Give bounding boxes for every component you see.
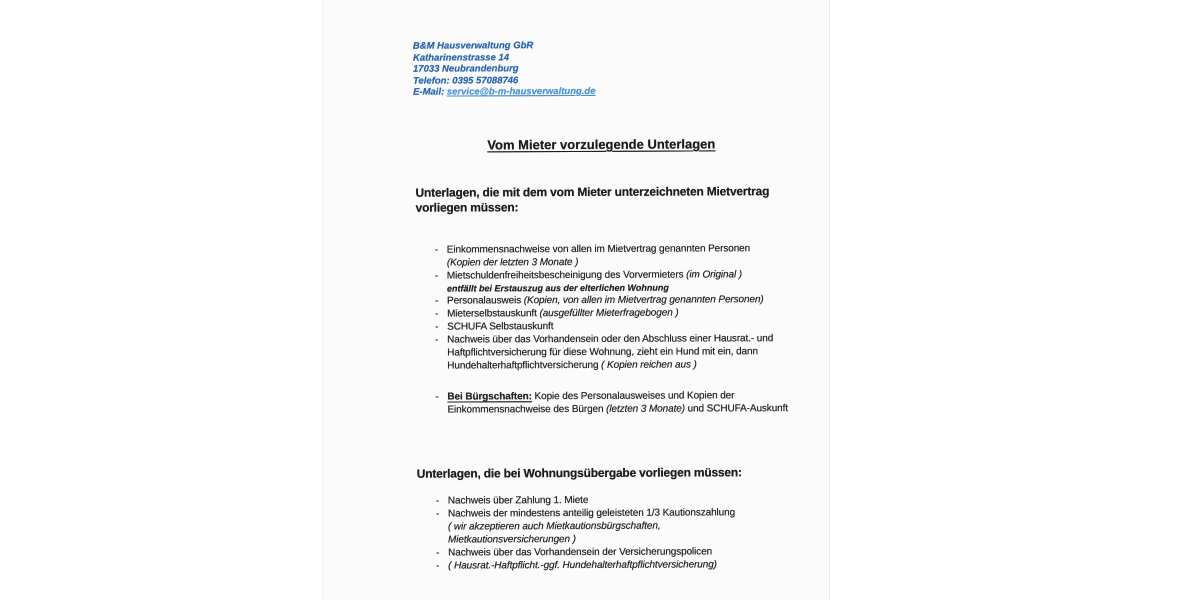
section1-heading — [415, 184, 769, 216]
item-text: Mietschuldenfreiheitsbescheinigung des Vorvermieters — [446, 269, 687, 282]
item-text: Nachweis über Zahlung 1. Miete — [447, 494, 589, 507]
letterhead-email-line — [413, 86, 595, 98]
item-text: Personalausweis — [446, 295, 524, 307]
letterhead — [413, 40, 596, 98]
item-italic: ( Kopien reichen aus ) — [601, 359, 697, 371]
item-text: Nachweis über das Vorhandensein oder den Abschluss einer Hausrat.- und Haftpflichtversicherung für diese Wohnung, zieht ein Hund mit ein, dann Hundehalterhaftpflichtversicherung — [447, 333, 774, 372]
letterhead-phone: Telefon: 0395 57088746 — [413, 74, 519, 87]
section2-list — [435, 493, 793, 573]
item-text: Nachweis über das Vorhandensein der Versicherungspolicen — [448, 546, 713, 559]
item-italic: ( wir akzeptieren auch Mietkautionsbürgschaften, — [447, 520, 661, 533]
item-italic: (Kopien, von allen im Mietvertrag genannten Personen) — [523, 294, 764, 307]
document-content — [322, 0, 831, 601]
item-text: SCHUFA Selbstauskunft — [447, 321, 554, 333]
item-note: entfällt bei Erstauszug aus der elterlichen Wohnung — [446, 282, 669, 294]
item-text: und SCHUFA-Auskunft — [684, 403, 788, 415]
item-italic: (Kopien der letzten 3 Monate ) — [446, 256, 579, 269]
item-italic: (im Original ) — [686, 269, 743, 281]
item-text: Kopie des Personalausweises und Kopien der Einkommensnachweise des Bürgen — [447, 390, 735, 416]
item-italic: (ausgefüllter Mieterfragebogen ) — [539, 307, 679, 320]
list-item — [435, 506, 793, 547]
section2-heading-line1: Unterlagen, die bei Wohnungsübergabe vorliegen müssen: — [416, 465, 742, 481]
item-text: Mieterselbstauskunft — [447, 308, 540, 320]
email-label: E-Mail: — [413, 86, 447, 98]
item-italic: (letzten 3 Monate) — [606, 403, 685, 415]
list-item — [435, 558, 793, 573]
list-item — [434, 268, 792, 295]
section1-list — [434, 242, 793, 417]
scanned-document-page — [322, 0, 830, 600]
buergschaften-label: Bei Bürgschaften: — [447, 391, 532, 403]
section1-heading-line1: Unterlagen, die mit dem vom Mieter unterzeichneten Mietvertrag — [415, 184, 770, 200]
list-item — [434, 242, 792, 270]
list-item-buergschaften — [434, 389, 792, 417]
page-title: Vom Mieter vorzulegende Unterlagen — [487, 136, 716, 153]
list-item — [434, 332, 792, 373]
item-text: Einkommensnachweise von allen im Mietvertrag genannten Personen — [446, 243, 751, 256]
letterhead-street: Katharinenstrasse 14 — [412, 51, 510, 64]
section2-heading — [417, 465, 742, 481]
item-text: Nachweis der mindestens anteilig geleisteten 1/3 Kautionszahlung — [447, 507, 736, 520]
item-italic: Mietkautionsversicherungen ) — [448, 534, 576, 546]
section1-heading-line2: vorliegen müssen: — [415, 200, 519, 215]
letterhead-company: B&M Hausverwaltung GbR — [412, 40, 534, 52]
letterhead-city: 17033 Neubrandenburg — [412, 63, 519, 75]
email-link[interactable]: service@b-m-hausverwaltung.de — [446, 85, 596, 98]
item-italic: ( Hausrat.-Haftpflicht.-ggf. Hundehalterhaftpflichtversicherung) — [448, 559, 717, 572]
